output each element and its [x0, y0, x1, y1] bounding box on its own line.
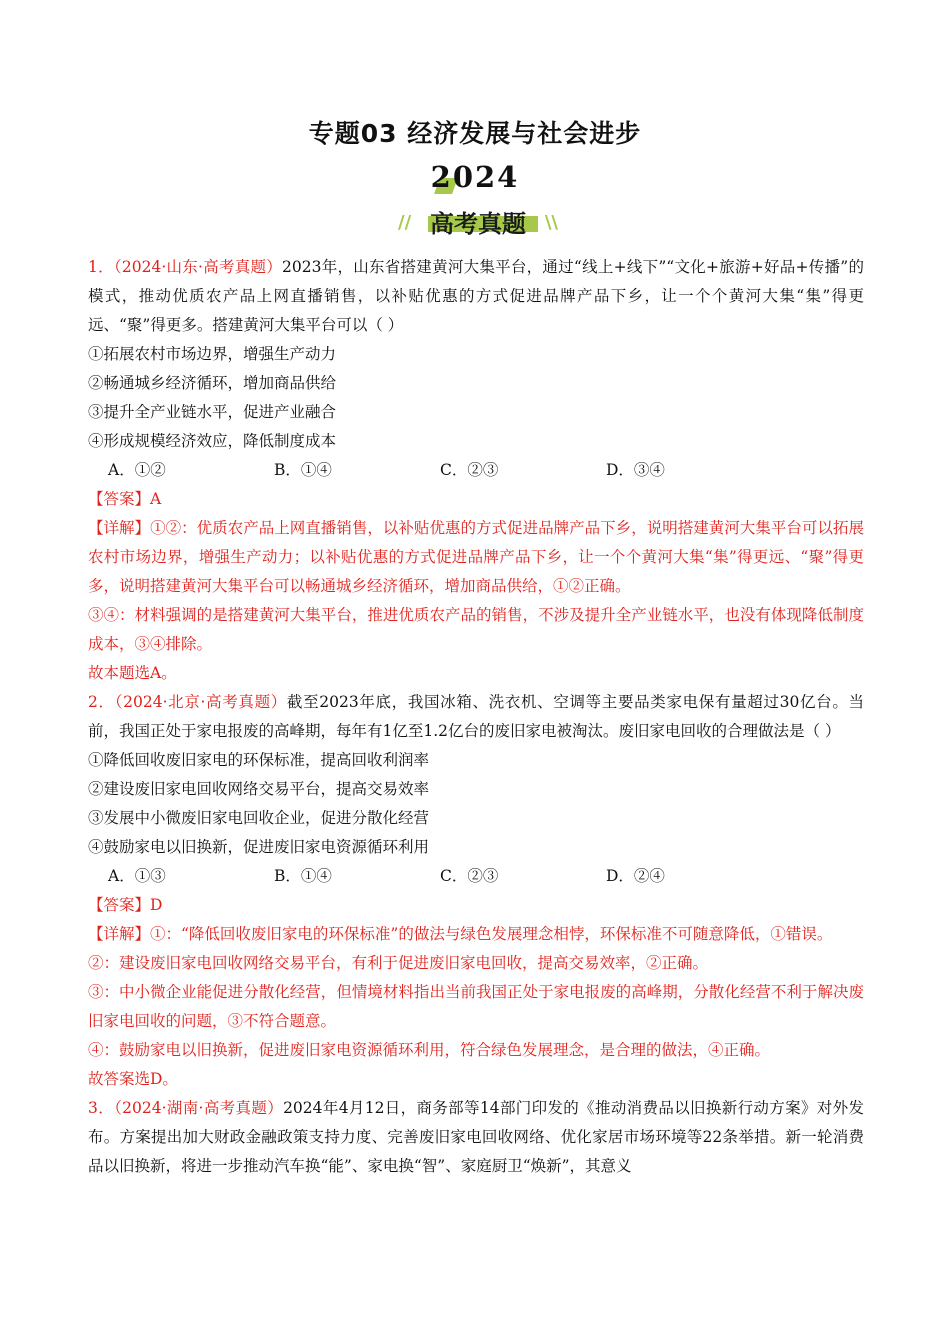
question-source: （2024·山东·高考真题）	[113, 258, 283, 276]
statement-item: ②建设废旧家电回收网络交易平台，提高交易效率	[88, 780, 430, 798]
statement-item: ④形成规模经济效应，降低制度成本	[88, 432, 337, 450]
question-1-stem	[88, 253, 864, 340]
question-2-stem	[88, 688, 864, 746]
explanation: ④：鼓励家电以旧换新，促进废旧家电资源循环利用，符合绿色发展理念，是合理的做法，④正确。	[88, 1041, 771, 1059]
question-source: （2024·湖南·高考真题）	[114, 1099, 284, 1117]
question-content	[88, 253, 864, 1181]
option-d: D．③④	[606, 461, 665, 479]
question-number: 3．	[88, 1099, 115, 1117]
answer-options	[88, 456, 864, 485]
banner-right-mark: \\	[544, 212, 558, 233]
banner-text: 高考真题	[430, 210, 526, 238]
answer-line: 【答案】D	[88, 896, 163, 914]
question-text: 截至2023年底，我国冰箱、洗衣机、空调等主要品类家电保有量超过30亿台。当前，我国正处于家电报废的高峰期，每年有1亿至1.2亿台的废旧家电被淘汰。废旧家电回收的合理做法是（ ）	[88, 693, 864, 740]
statement-item: ③发展中小微废旧家电回收企业，促进分散化经营	[88, 809, 430, 827]
explanation: ③④：材料强调的是搭建黄河大集平台，推进优质农产品的销售，不涉及提升全产业链水平，也没有体现降低制度成本，③④排除。	[88, 606, 864, 653]
option-b: B．①④	[274, 461, 332, 479]
explanation: 【详解】①②：优质农产品上网直播销售，以补贴优惠的方式促进品牌产品下乡，说明搭建黄河大集平台可以拓展农村市场边界，增强生产动力；以补贴优惠的方式促进品牌产品下乡，让一个个黄河大集“集”得更远、“聚”得更多，说明搭建黄河大集平台可以畅通城乡经济循环，增加商品供给，①②正确。	[88, 519, 864, 595]
page-title: 专题03 经济发展与社会进步	[308, 119, 642, 148]
statement-item: ③提升全产业链水平，促进产业融合	[88, 403, 337, 421]
answer-line: 【答案】A	[88, 490, 162, 508]
banner-left-mark: //	[398, 212, 412, 233]
explanation: 故答案选D。	[88, 1070, 178, 1088]
question-number: 1．	[88, 258, 114, 276]
option-b: B．①④	[274, 867, 332, 885]
statement-item: ④鼓励家电以旧换新，促进废旧家电资源循环利用	[88, 838, 430, 856]
statement-item: ①降低回收废旧家电的环保标准，提高回收利润率	[88, 751, 430, 769]
question-text: 2023年，山东省搭建黄河大集平台，通过“线上+线下”“文化+旅游+好品+传播”的模式，推动优质农产品上网直播销售，以补贴优惠的方式促进品牌产品下乡，让一个个黄河大集“集”得更远、“聚”得更多。搭建黄河大集平台可以（ ）	[88, 258, 864, 334]
question-source: （2024·北京·高考真题）	[114, 693, 287, 711]
explanation: 故本题选A。	[88, 664, 177, 682]
question-3-stem	[88, 1094, 864, 1181]
section-banner	[398, 200, 558, 240]
explanation: ②：建设废旧家电回收网络交易平台，有利于促进废旧家电回收，提高交易效率，②正确。	[88, 954, 709, 972]
statement-item: ②畅通城乡经济循环，增加商品供给	[88, 374, 337, 392]
option-c: C．②③	[440, 461, 499, 479]
explanation: 【详解】①：“降低回收废旧家电的环保标准”的做法与绿色发展理念相悖，环保标准不可随意降低，①错误。	[88, 925, 833, 943]
question-text: 2024年4月12日，商务部等14部门印发的《推动消费品以旧换新行动方案》对外发布。方案提出加大财政金融政策支持力度、完善废旧家电回收网络、优化家居市场环境等22条举措。新一轮消费品以旧换新，将进一步推动汽车换“能”、家电换“智”、家庭厨卫“焕新”，其意义	[88, 1099, 864, 1175]
statement-item: ①拓展农村市场边界，增强生产动力	[88, 345, 337, 363]
option-a: A．①③	[108, 867, 166, 885]
option-c: C．②③	[440, 867, 499, 885]
answer-options	[88, 862, 864, 891]
option-a: A．①②	[108, 461, 166, 479]
explanation: ③：中小微企业能促进分散化经营，但情境材料指出当前我国正处于家电报废的高峰期，分散化经营不利于解决废旧家电回收的问题，③不符合题意。	[88, 983, 864, 1030]
year-heading: 2024	[430, 160, 520, 194]
question-number: 2．	[88, 693, 115, 711]
option-d: D．②④	[606, 867, 665, 885]
